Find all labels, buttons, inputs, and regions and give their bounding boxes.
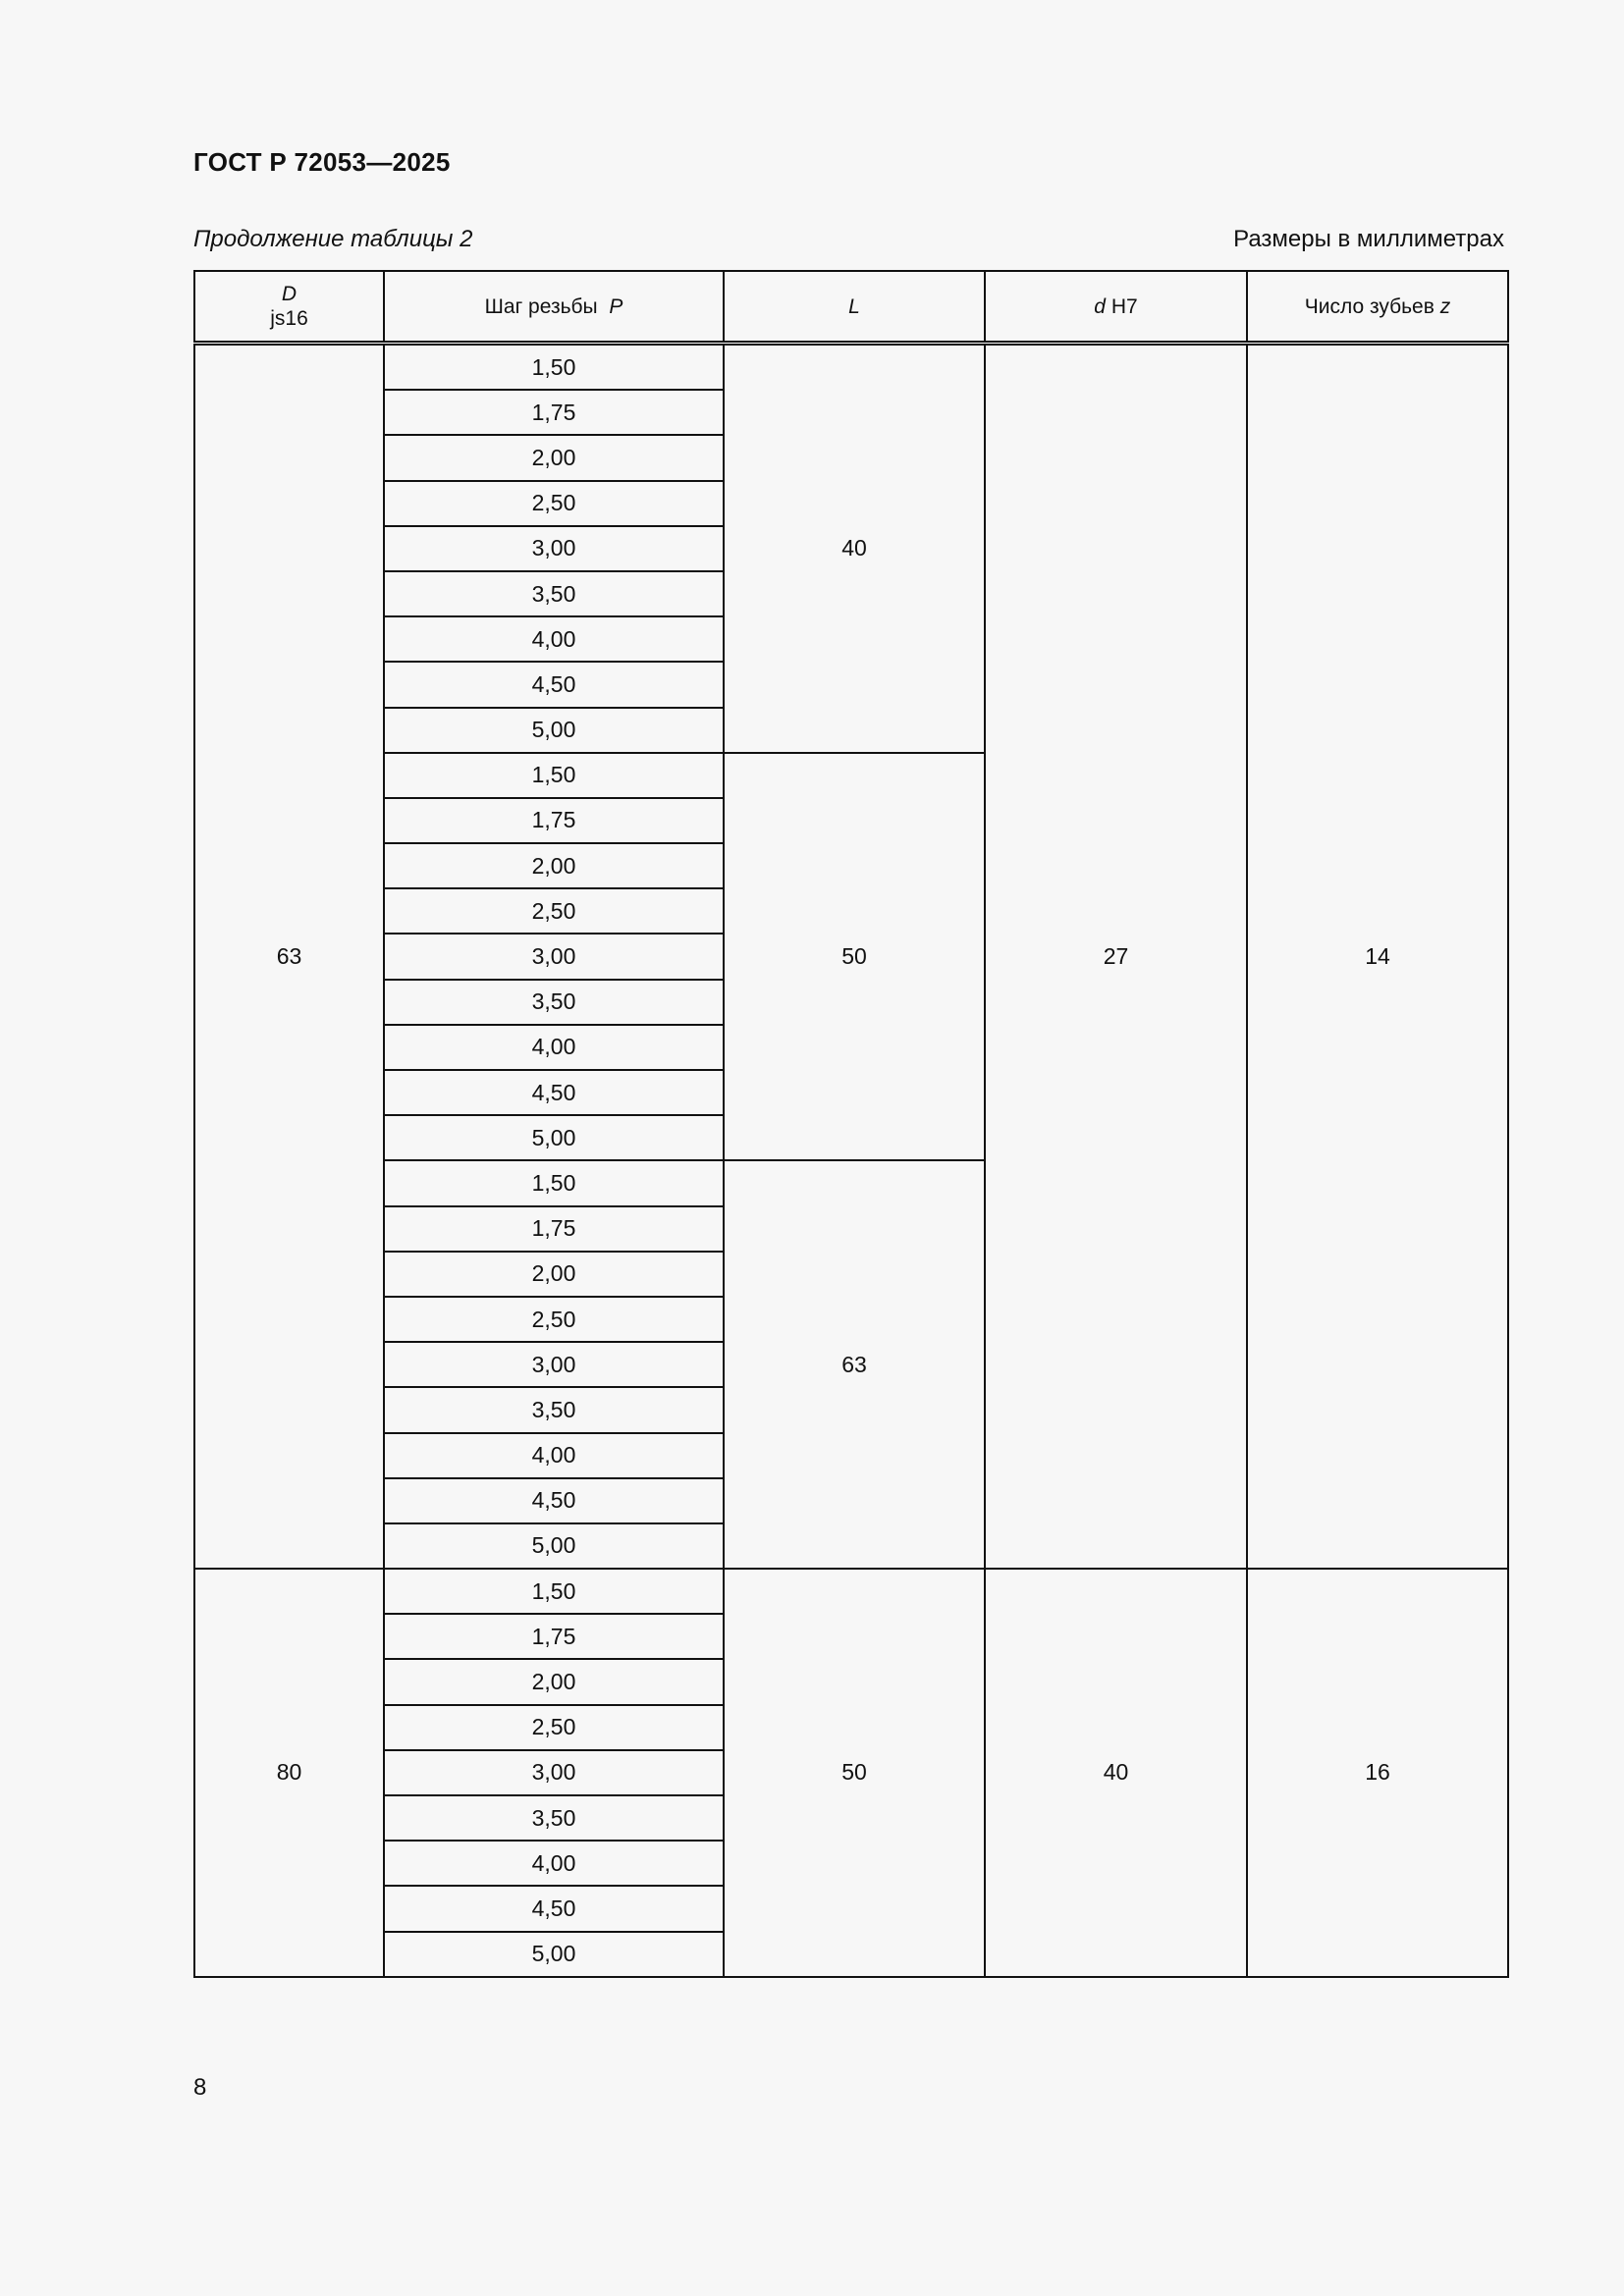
cell-pitch: 2,00	[384, 435, 724, 480]
header-D	[194, 271, 384, 344]
cell-pitch: 1,75	[384, 798, 724, 843]
cell-L: 40	[724, 344, 985, 753]
header-d-tolerance: H7	[1110, 294, 1138, 318]
table-row	[194, 1569, 1508, 1614]
header-pitch	[384, 271, 724, 344]
cell-D: 63	[194, 344, 384, 1570]
units-caption: Размеры в миллиметрах	[1233, 226, 1504, 252]
cell-pitch: 4,00	[384, 1025, 724, 1070]
cell-pitch: 3,50	[384, 980, 724, 1025]
header-pitch-symbol: P	[609, 294, 623, 318]
header-L	[724, 271, 985, 344]
cell-pitch: 3,00	[384, 934, 724, 979]
cell-pitch: 2,50	[384, 1705, 724, 1750]
document-header: ГОСТ Р 72053—2025	[193, 147, 451, 177]
cell-D: 80	[194, 1569, 384, 1977]
cell-pitch: 3,50	[384, 571, 724, 616]
header-teeth-text: Число зубьев	[1304, 294, 1435, 318]
cell-pitch: 2,50	[384, 888, 724, 934]
cell-d: 40	[985, 1569, 1247, 1977]
cell-pitch: 1,50	[384, 344, 724, 391]
cell-pitch: 1,75	[384, 1614, 724, 1659]
cell-pitch: 2,50	[384, 1297, 724, 1342]
cell-pitch: 2,50	[384, 481, 724, 526]
header-d-symbol: d	[1094, 294, 1106, 318]
cell-pitch: 4,50	[384, 662, 724, 707]
cell-L: 50	[724, 1569, 985, 1977]
cell-pitch: 1,50	[384, 1569, 724, 1614]
cell-pitch: 1,75	[384, 390, 724, 435]
cell-pitch: 3,00	[384, 1750, 724, 1795]
cell-pitch: 4,50	[384, 1886, 724, 1931]
header-teeth-symbol: z	[1439, 294, 1451, 318]
cell-pitch: 1,50	[384, 753, 724, 798]
table-row	[194, 344, 1508, 391]
cell-pitch: 3,50	[384, 1387, 724, 1432]
cell-L: 63	[724, 1160, 985, 1569]
cell-pitch: 5,00	[384, 1932, 724, 1977]
cell-pitch: 5,00	[384, 1115, 724, 1160]
cell-pitch: 5,00	[384, 708, 724, 753]
cell-pitch: 3,00	[384, 526, 724, 571]
header-pitch-text: Шаг резьбы	[484, 294, 598, 318]
cell-L: 50	[724, 753, 985, 1161]
table-header-row	[194, 271, 1508, 344]
cell-pitch: 4,50	[384, 1478, 724, 1523]
header-d	[985, 271, 1247, 344]
cell-pitch: 4,00	[384, 616, 724, 662]
dimensions-table	[193, 270, 1509, 1978]
cell-pitch: 3,50	[384, 1795, 724, 1841]
header-D-tolerance: js16	[270, 307, 308, 330]
cell-pitch: 2,00	[384, 843, 724, 888]
page-number: 8	[193, 2074, 207, 2101]
cell-pitch: 5,00	[384, 1523, 724, 1569]
cell-pitch: 1,50	[384, 1160, 724, 1205]
cell-pitch: 2,00	[384, 1252, 724, 1297]
table-caption: Продолжение таблицы 2	[193, 226, 473, 252]
header-teeth	[1247, 271, 1508, 344]
cell-pitch: 4,50	[384, 1070, 724, 1115]
cell-pitch: 4,00	[384, 1841, 724, 1886]
cell-teeth: 16	[1247, 1569, 1508, 1977]
cell-d: 27	[985, 344, 1247, 1570]
cell-pitch: 4,00	[384, 1433, 724, 1478]
cell-pitch: 3,00	[384, 1342, 724, 1387]
cell-pitch: 2,00	[384, 1659, 724, 1704]
cell-teeth: 14	[1247, 344, 1508, 1570]
header-D-symbol: D	[281, 283, 298, 305]
table-body	[194, 344, 1508, 1977]
header-L-symbol: L	[848, 294, 860, 318]
cell-pitch: 1,75	[384, 1206, 724, 1252]
